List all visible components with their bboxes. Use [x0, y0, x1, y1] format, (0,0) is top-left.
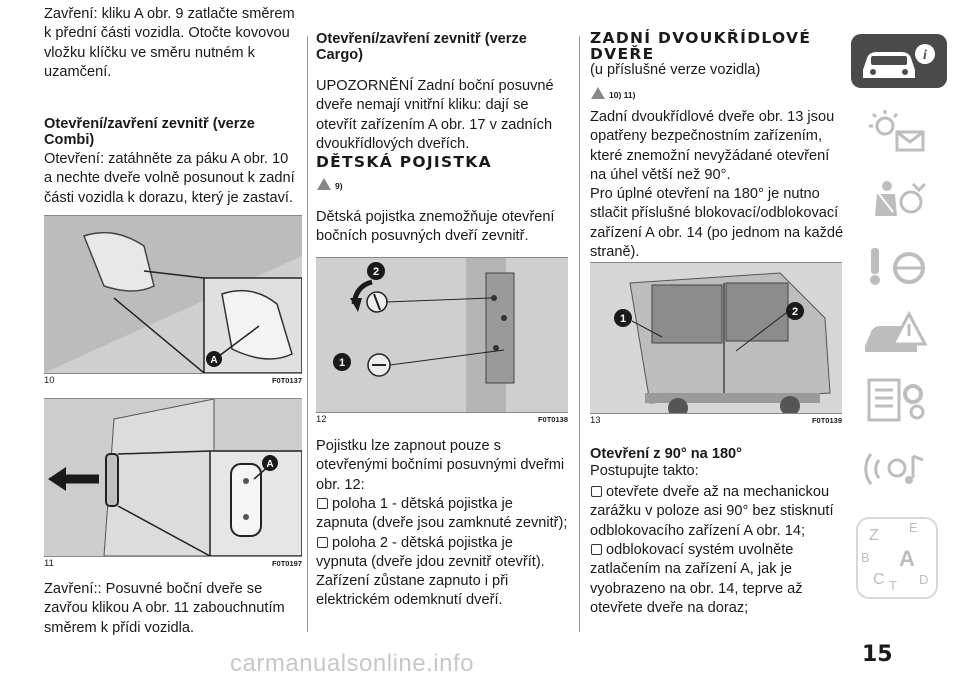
figure-number: 12 — [316, 414, 327, 425]
page-number: 15 — [862, 642, 893, 667]
figure-caption — [316, 414, 568, 427]
bullet-text: otevřete dveře až na mechanickou zarážku v poloze asi 90° bez stisknutí odblokovacího zařízení A obr. 14; — [590, 484, 834, 539]
chapter-heading: ZADNÍ DVOUKŘÍDLOVÉ DVEŘE — [590, 29, 812, 63]
svg-text:i: i — [923, 48, 927, 63]
figure-code: F0T0138 — [537, 415, 568, 424]
multimedia-icon — [851, 440, 947, 494]
chapter-heading: DĚTSKÁ POJISTKA — [316, 153, 492, 171]
chapter-tab-index[interactable] — [851, 508, 947, 618]
index-icon — [851, 508, 947, 618]
subtitle: (u příslušné verze vozidla) — [590, 62, 761, 78]
index-letter: E — [909, 520, 918, 535]
figure-12 — [316, 257, 568, 425]
figure-11 — [44, 398, 302, 569]
figure-code: F0T0197 — [271, 559, 302, 568]
index-letter: C — [873, 571, 885, 588]
paragraph: Pojistku lze zapnout pouze s otevřenými bočními posuvnými dveřmi obr. 12: — [316, 438, 565, 493]
bullet-item — [590, 541, 844, 618]
maintenance-icon — [851, 372, 947, 426]
chapter-tab-dashboard-lights[interactable] — [851, 104, 947, 158]
safety-icon — [851, 172, 947, 226]
chapter-tab-emergency[interactable] — [851, 306, 947, 360]
warning-icon — [316, 177, 332, 191]
starting-driving-icon — [851, 240, 947, 294]
paragraph: Zavření:: Posuvné boční dveře se zavřou klikou A obr. 11 zabouchnutím směrem k přídi vozidla. — [44, 581, 285, 636]
paragraph: Otevření: zatáhněte za páku A obr. 10 a nechte dveře volně posunout k zadní části vozidla k dorazu, který je zastaví. — [44, 151, 295, 206]
index-letter: A — [899, 546, 915, 571]
paragraph: Zavření: kliku A obr. 9 zatlačte směrem k přední části vozidla. Otočte kovovou vložku klíčku ve směru nutném k uzamčení. — [44, 6, 295, 80]
section-heading: Otevření z 90° na 180° — [590, 446, 743, 462]
chapter-tab-starting-driving[interactable] — [851, 240, 947, 294]
emergency-icon — [851, 306, 947, 360]
warning-reference — [590, 84, 635, 100]
bullet-text: poloha 1 - dětská pojistka je zapnuta (dveře jsou zamknuté zevnitř); — [316, 496, 568, 532]
warning-icon — [590, 86, 606, 100]
figure-13 — [590, 262, 842, 426]
dashboard-lights-icon — [851, 104, 947, 158]
paragraph: Pro úplné otevření na 180° je nutno stlačit příslušné blokovací/odblokovací zařízení A obr. 14 (po jednom na každé straně). — [590, 186, 844, 260]
bullet-item — [316, 534, 568, 573]
callout-label: 1 — [338, 357, 346, 369]
paragraph: Dětská pojistka znemožňuje otevření bočních posuvných dveří zevnitř. — [316, 209, 555, 245]
chapter-tab-car-info[interactable] — [851, 34, 947, 88]
paragraph: Postupujte takto: — [590, 463, 699, 479]
callout-label: A — [210, 355, 218, 366]
bullet-text: odblokovací systém uvolněte zatlačením na zařízení A, jak je vyobrazeno na obr. 14, teprve až otevřete dveře na doraz; — [590, 542, 803, 616]
chapter-tab-multimedia[interactable] — [851, 440, 947, 494]
car-info-icon — [851, 34, 947, 88]
warning-ref-number: 10) 11) — [609, 90, 636, 100]
warning-reference — [316, 175, 343, 191]
index-letter: T — [889, 578, 897, 593]
chapter-tab-maintenance[interactable] — [851, 372, 947, 426]
chapter-tab-safety[interactable] — [851, 172, 947, 226]
paragraph: Zadní dvoukřídlové dveře obr. 13 jsou opatřeny bezpečnostním zařízením, které znemožní nevyžádané otevření na úhel větší než 90°. — [590, 109, 835, 183]
index-letter: D — [919, 572, 929, 587]
bullet-item — [590, 483, 844, 541]
figure-caption — [44, 375, 302, 388]
figure-caption — [44, 558, 302, 571]
paragraph: Zařízení zůstane zapnuto i při elektrickém odemknutí dveří. — [316, 573, 509, 609]
section-heading: Otevření/zavření zevnitř (verze Cargo) — [316, 31, 527, 63]
callout-label: 2 — [372, 266, 380, 278]
figure-number: 13 — [590, 415, 601, 426]
section-heading: Otevření/zavření zevnitř (verze Combi) — [44, 116, 255, 148]
bullet-item — [316, 495, 568, 534]
checkbox-bullet-icon — [591, 486, 602, 497]
column-divider — [579, 36, 580, 632]
index-letter: Z — [869, 527, 879, 544]
paragraph: UPOZORNĚNÍ Zadní boční posuvné dveře nemají vnitřní kliku: dají se otevřít zařízením A obr. 17 v zadních dvoukřídlových dveřích. — [316, 78, 554, 152]
checkbox-bullet-icon — [591, 544, 602, 555]
figure-code: F0T0137 — [271, 376, 302, 385]
figure-code: F0T0139 — [811, 416, 842, 425]
figure-10 — [44, 215, 302, 386]
callout-label: A — [266, 459, 274, 470]
figure-number: 10 — [44, 375, 55, 386]
bullet-text: poloha 2 - dětská pojistka je vypnuta (dveře jdou zevnitř otevřít). — [316, 535, 545, 571]
callout-label: 2 — [791, 306, 799, 318]
figure-caption — [590, 415, 842, 428]
checkbox-bullet-icon — [317, 537, 328, 548]
index-letter: B — [861, 550, 870, 565]
callout-label: 1 — [619, 313, 627, 325]
checkbox-bullet-icon — [317, 498, 328, 509]
column-divider — [307, 36, 308, 632]
figure-number: 11 — [44, 558, 54, 569]
warning-ref-number: 9) — [335, 181, 343, 191]
watermark: carmanualsonline.info — [230, 650, 474, 677]
